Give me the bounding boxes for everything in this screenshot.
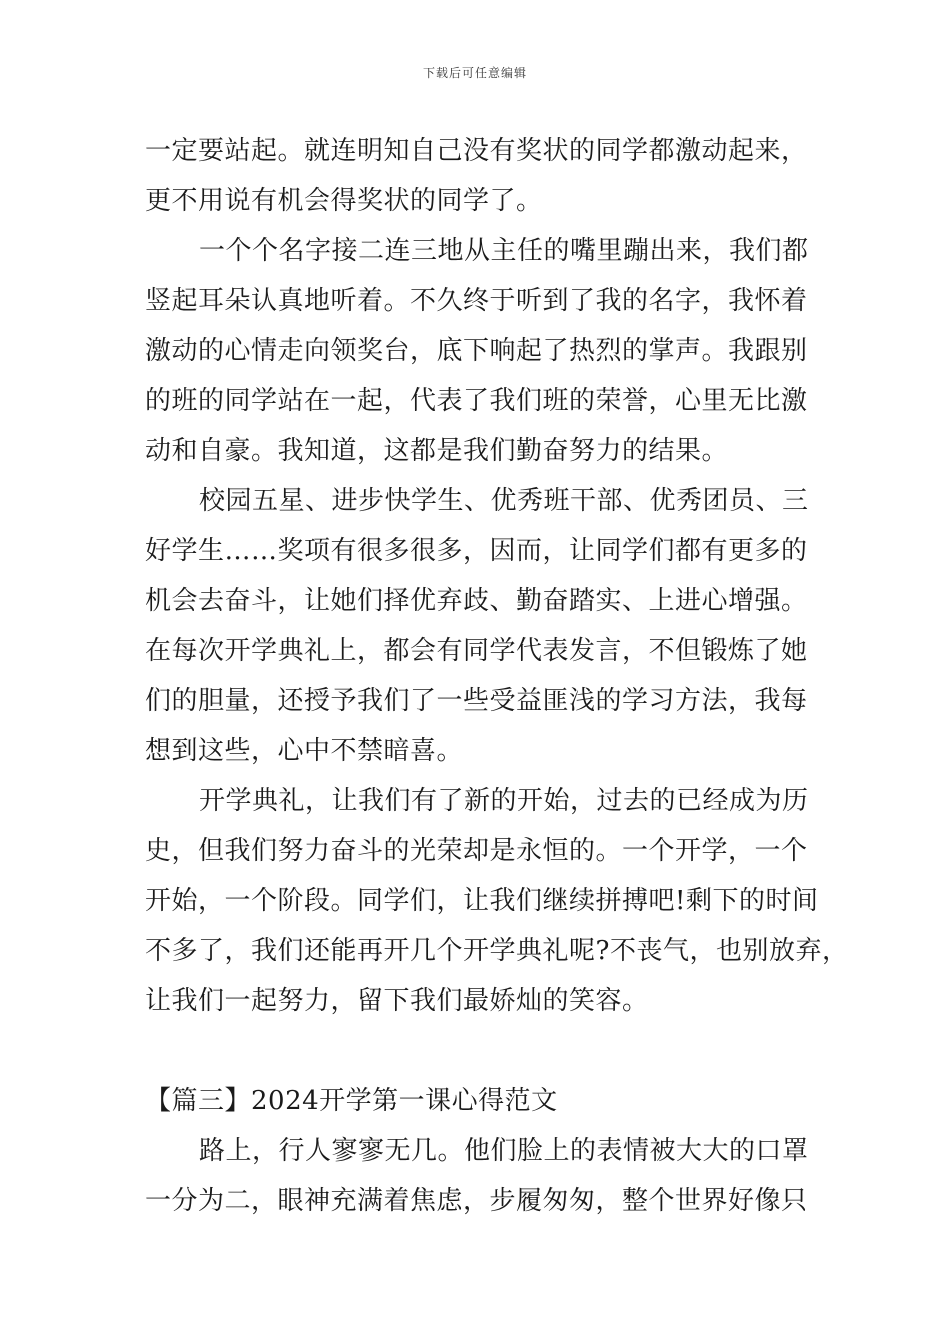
text-line: 机会去奋斗，让她们择优弃歧、勤奋踏实、上进心增强。 [145, 586, 808, 616]
text-line: 一定要站起。就连明知自己没有奖状的同学都激动起来， [145, 136, 808, 166]
paragraph-4 [145, 776, 849, 1026]
text-line: 路上，行人寥寥无几。他们脸上的表情被大大的口罩 [199, 1136, 809, 1166]
text-line: 好学生……奖项有很多很多，因而，让同学们都有更多的 [145, 536, 808, 566]
paragraph-2 [145, 226, 835, 476]
document-body [145, 126, 849, 1226]
text-line: 不多了，我们还能再开几个开学典礼呢?不丧气，也别放弃， [145, 936, 849, 966]
text-line: 开学典礼，让我们有了新的开始，过去的已经成为历 [199, 786, 809, 816]
text-line: 竖起耳朵认真地听着。不久终于听到了我的名字，我怀着 [145, 286, 808, 316]
text-line: 想到这些，心中不禁暗喜。 [145, 736, 464, 766]
text-line: 让我们一起努力，留下我们最娇灿的笑容。 [145, 986, 649, 1016]
text-line: 开始，一个阶段。同学们，让我们继续拼搏吧!剩下的时间 [145, 886, 819, 916]
paragraph-1 [145, 126, 835, 226]
paragraph-3 [145, 476, 835, 776]
text-line: 动和自豪。我知道，这都是我们勤奋努力的结果。 [145, 436, 729, 466]
text-line: 史，但我们努力奋斗的光荣却是永恒的。一个开学，一个 [145, 836, 808, 866]
text-line: 校园五星、进步快学生、优秀班干部、优秀团员、三 [199, 486, 809, 516]
text-line: 激动的心情走向领奖台，底下响起了热烈的掌声。我跟别 [145, 336, 808, 366]
section-title: 【篇三】2024开学第一课心得范文 [145, 1086, 558, 1116]
text-line: 一分为二，眼神充满着焦虑，步履匆匆，整个世界好像只 [145, 1186, 808, 1216]
spacer [145, 1026, 835, 1076]
paragraph-5 [145, 1126, 835, 1226]
text-line: 一个个名字接二连三地从主任的嘴里蹦出来，我们都 [199, 236, 809, 266]
text-line: 们的胆量，还授予我们了一些受益匪浅的学习方法，我每 [145, 686, 808, 716]
text-line: 的班的同学站在一起，代表了我们班的荣誉，心里无比激 [145, 386, 808, 416]
text-line: 更不用说有机会得奖状的同学了。 [145, 186, 543, 216]
text-line: 在每次开学典礼上，都会有同学代表发言，不但锻炼了她 [145, 636, 808, 666]
page-header: 下载后可任意编辑 [422, 66, 527, 80]
